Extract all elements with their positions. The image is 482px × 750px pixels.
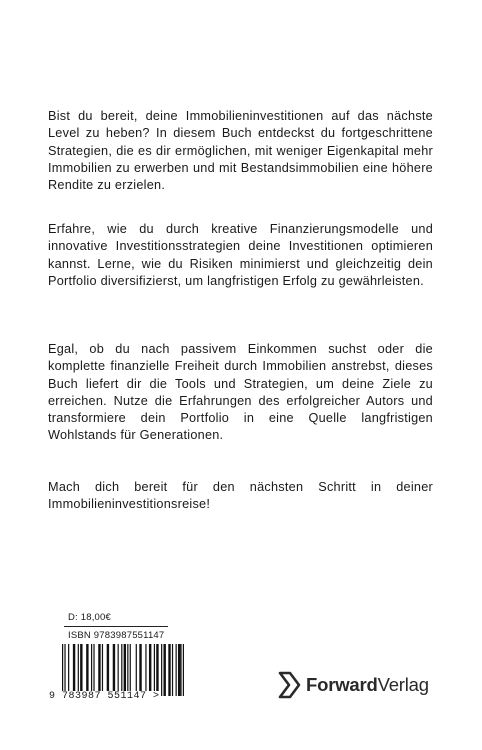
barcode-bar <box>78 644 79 696</box>
barcode-bar <box>91 644 92 696</box>
price-divider <box>64 626 168 627</box>
price-label: D: 18,00€ <box>68 612 111 623</box>
barcode-bar <box>172 644 173 696</box>
barcode-bar <box>183 644 184 696</box>
ean-digits: 9 783987 551147 > <box>49 691 160 702</box>
barcode-bar <box>149 644 151 696</box>
barcode-bar <box>161 644 162 696</box>
barcode-bar <box>127 644 128 696</box>
barcode-bar <box>64 644 65 696</box>
barcode-bar <box>107 644 109 696</box>
barcode-bar <box>178 644 180 696</box>
barcode-bar <box>163 644 165 696</box>
blurb-paragraph-3: Egal, ob du nach passivem Einkommen suchst oder die komplette finanzielle Freiheit durch Immobilien anstrebst, dieses Buch liefert dir die Tools und Strategien, um deine Ziele zu erreichen. Nutze die Erfahrungen des erfolgreicher Autors und transformiere dein Portfolio in eine Quelle langfristigen Wohlstands für Generationen. <box>48 342 433 443</box>
barcode-bar <box>124 644 126 696</box>
barcode-bar <box>121 644 122 696</box>
forward-chevron-logo-icon <box>277 671 301 699</box>
barcode-bar <box>156 644 158 696</box>
publisher-name-regular: Verlag <box>377 674 429 695</box>
barcode-bar <box>80 644 82 696</box>
barcode-bar <box>98 644 100 696</box>
publisher-name-bold: Forward <box>306 674 378 695</box>
barcode-bar <box>86 644 88 696</box>
isbn-label: ISBN 9783987551147 <box>68 630 165 641</box>
publisher-name <box>306 674 429 696</box>
barcode-bar <box>176 644 177 696</box>
blurb-paragraph-2: Erfahre, wie du durch kreative Finanzierungsmodelle und innovative Investitionsstrategien deine Investitionen optimieren kannst. Lerne, wie du Risiken minimierst und gleichzeitig dein Portfolio diversifizierst, um langfristigen Erfolg zu gewährleisten. <box>48 222 433 288</box>
barcode-bar <box>102 644 103 696</box>
isbn-barcode-block <box>48 610 198 706</box>
publisher-logo <box>277 671 429 699</box>
barcode-bar <box>93 644 94 696</box>
barcode-bar <box>118 644 119 696</box>
barcode-bar <box>73 644 75 696</box>
barcode-bar <box>62 644 63 696</box>
blurb-paragraph-1: Bist du bereit, deine Immobilieninvestitionen auf das nächste Level zu heben? In diesem Buch entdeckst du fortgeschrittene Strategien, die es dir ermöglichen, mit weniger Eigenkapital mehr Immobilien zu erwerben und mit Bestandsimmobilien eine höhere Rendite zu erzielen. <box>48 109 433 193</box>
barcode-graphic <box>56 644 190 696</box>
barcode-bar <box>136 644 137 696</box>
blurb-paragraph-4: Mach dich bereit für den nächsten Schritt in deiner Immobilieninvestitionsreise! <box>48 480 433 512</box>
barcode-bar <box>130 644 131 696</box>
barcode-bar <box>168 644 170 696</box>
barcode-bar <box>68 644 69 696</box>
barcode-bar <box>113 644 115 696</box>
barcode-bar <box>145 644 146 696</box>
barcode-bar <box>139 644 141 696</box>
barcode-bar <box>154 644 155 696</box>
barcode-bar <box>180 644 181 696</box>
